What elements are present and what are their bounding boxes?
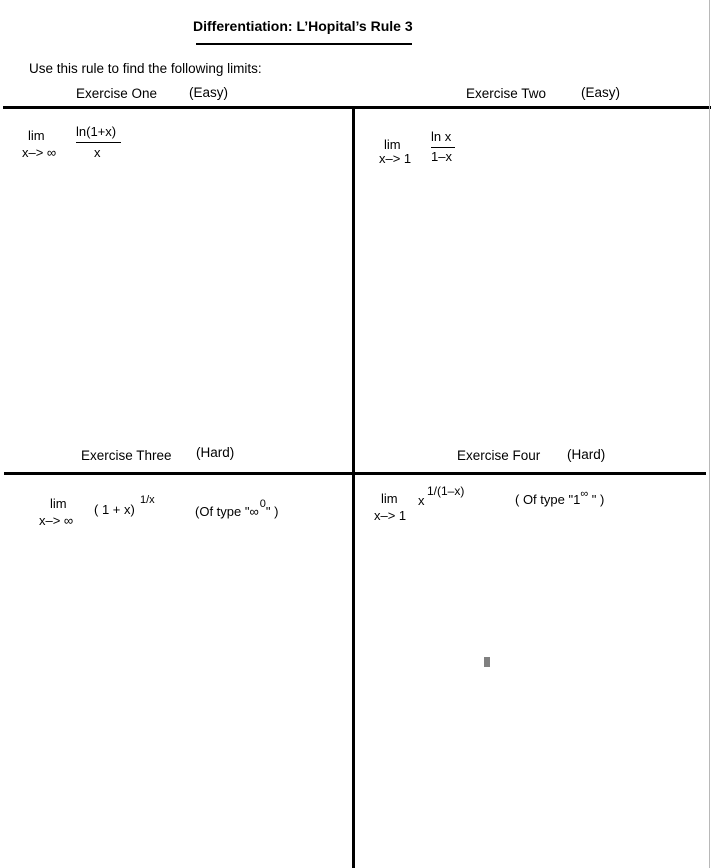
exercise-four-difficulty: (Hard) [567,447,606,462]
middle-divider [4,472,706,475]
exercise-three-label: Exercise Three [81,448,172,463]
title-underline [196,43,412,45]
type-superscript: ∞ [580,488,589,500]
exponent: 1/(1–x) [427,484,465,498]
type-note [515,488,605,507]
numerator: ln x [431,129,452,144]
limit-approach: x–> ∞ [39,513,74,528]
type-prefix: ( Of type "1 [515,492,581,507]
exercise-three-difficulty: (Hard) [196,445,235,460]
vertical-divider [352,106,355,868]
base: ( 1 + x) [94,502,135,517]
lim-text: lim [384,137,401,152]
text-cursor [484,657,490,667]
limit-approach: x–> 1 [379,151,412,166]
fraction-bar [431,147,455,148]
lim-text: lim [50,496,67,511]
exercise-two-difficulty: (Easy) [581,85,621,100]
type-suffix: " ) [588,492,605,507]
exercise-one-difficulty: (Easy) [189,85,229,100]
type-prefix: (Of type "∞ [195,504,259,519]
type-suffix: " ) [265,504,279,519]
lim-text: lim [381,491,398,506]
lim-text: lim [28,128,45,143]
type-superscript: 0 [259,498,266,510]
numerator: ln(1+x) [76,124,117,139]
limit-approach: x–> ∞ [22,145,57,160]
denominator: 1–x [431,149,452,164]
top-divider [3,106,711,109]
page-edge [709,0,710,868]
exponent: 1/x [140,494,155,506]
page-title: Differentiation: L’Hopital’s Rule 3 [193,18,413,34]
exercise-four-label: Exercise Four [457,448,541,463]
fraction-bar [76,142,121,143]
denominator: x [94,145,101,160]
exercise-one-label: Exercise One [76,86,158,101]
instructions: Use this rule to find the following limits: [29,61,262,76]
limit-approach: x–> 1 [374,508,407,523]
type-note [195,498,279,519]
exercise-two-label: Exercise Two [466,86,547,101]
base: x [418,493,425,508]
